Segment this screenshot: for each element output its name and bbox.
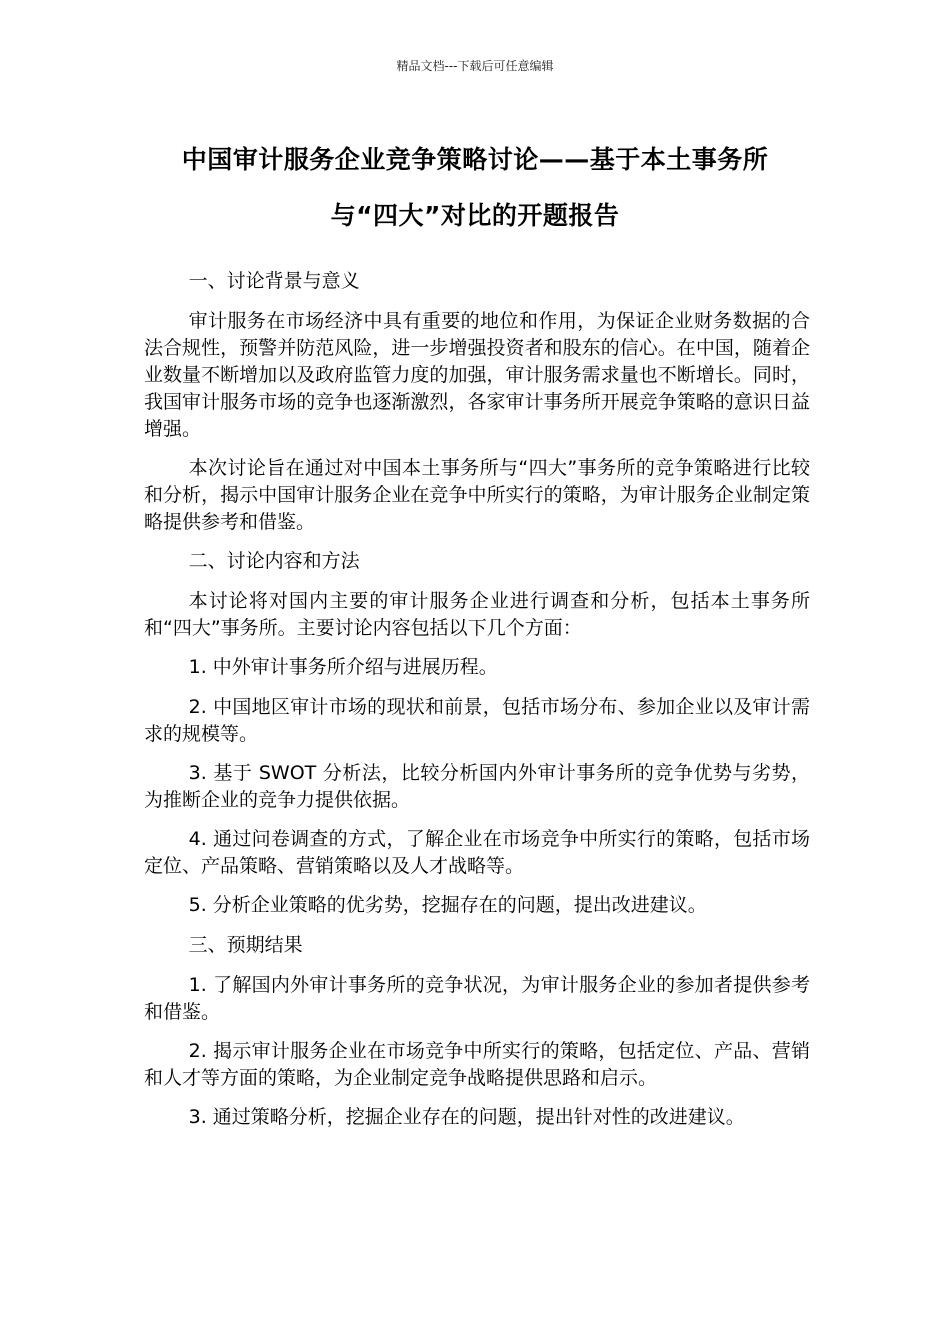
title-line-2: 与“四大”对比的开题报告 <box>330 201 620 230</box>
list-item-result-1: 1. 了解国内外审计事务所的竞争状况，为审计服务企业的参加者提供参考和借鉴。 <box>144 974 810 1023</box>
paragraph-background: 审计服务在市场经济中具有重要的地位和作用，为保证企业财务数据的合法合规性，预警并防范风险，进一步增强投资者和股东的信心。在中国，随着企业数量不断增加以及政府监管力度的加强，审计服务需求量也不断增长。同时，我国审计服务市场的竞争也逐渐激烈，各家审计事务所开展竞争策略的意识日益增强。 <box>144 310 810 440</box>
paragraph-content-intro: 本讨论将对国内主要的审计服务企业进行调查和分析，包括本土事务所和“四大”事务所。主要讨论内容包括以下几个方面： <box>144 590 810 639</box>
section-heading-content-method: 二、讨论内容和方法 <box>188 550 360 572</box>
list-item-content-5: 5. 分析企业策略的优劣势，挖掘存在的问题，提出改进建议。 <box>188 894 707 916</box>
document-title <box>130 132 820 244</box>
list-item-content-4: 4. 通过问卷调查的方式，了解企业在市场竞争中所实行的策略，包括市场定位、产品策略、营销策略以及人才战略等。 <box>144 828 810 877</box>
list-item-content-1: 1. 中外审计事务所介绍与进展历程。 <box>188 656 498 678</box>
section-heading-expected-results: 三、预期结果 <box>188 934 303 956</box>
section-heading-background: 一、讨论背景与意义 <box>188 270 360 292</box>
paragraph-purpose: 本次讨论旨在通过对中国本土事务所与“四大”事务所的竞争策略进行比较和分析，揭示中国审计服务企业在竞争中所实行的策略，为审计服务企业制定策略提供参考和借鉴。 <box>144 457 810 533</box>
list-item-result-2: 2. 揭示审计服务企业在市场竞争中所实行的策略，包括定位、产品、营销和人才等方面的策略，为企业制定竞争战略提供思路和启示。 <box>144 1040 810 1089</box>
list-item-content-2: 2. 中国地区审计市场的现状和前景，包括市场分布、参加企业以及审计需求的规模等。 <box>144 696 810 745</box>
title-line-1: 中国审计服务企业竞争策略讨论——基于本土事务所 <box>181 145 769 174</box>
list-item-content-3: 3. 基于 SWOT 分析法，比较分析国内外审计事务所的竞争优势与劣势，为推断企业的竞争力提供依据。 <box>144 762 810 811</box>
header-note: 精品文档---下载后可任意编辑 <box>396 59 554 73</box>
list-item-result-3: 3. 通过策略分析，挖掘企业存在的问题，提出针对性的改进建议。 <box>188 1106 745 1128</box>
document-body <box>144 268 810 1144</box>
